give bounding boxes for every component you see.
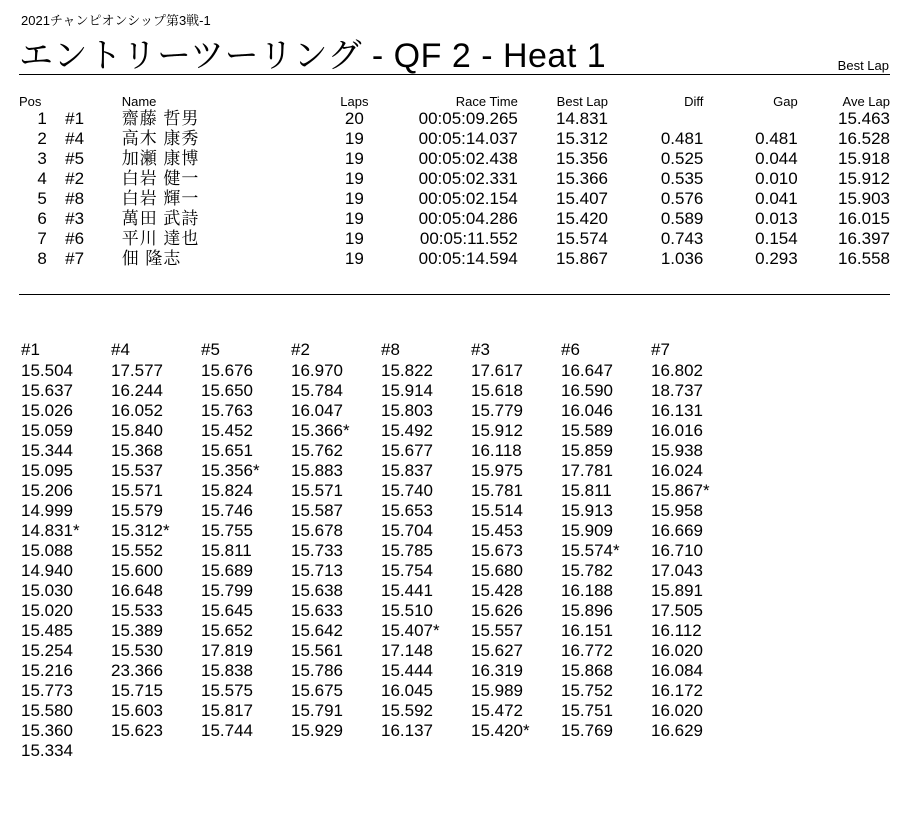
lap-time: 15.533 xyxy=(111,601,163,620)
cell-diff: 0.525 xyxy=(660,149,704,168)
cell-diff: 0.576 xyxy=(660,189,704,208)
lap-time: 15.334 xyxy=(21,741,73,760)
lap-time: 15.975 xyxy=(471,461,523,480)
lap-time: 15.618 xyxy=(471,381,523,400)
lap-time: 15.653 xyxy=(381,501,433,520)
lap-time: 15.868 xyxy=(561,661,613,680)
lap-time: 15.579 xyxy=(111,501,163,520)
lap-column xyxy=(201,339,291,761)
lap-time: 16.172 xyxy=(651,681,703,700)
cell-average-lap: 16.558 xyxy=(838,249,890,268)
cell-position: 8 xyxy=(37,249,47,268)
lap-time: 15.587 xyxy=(291,501,343,520)
lap-time: 15.859 xyxy=(561,441,613,460)
lap-time: 15.704 xyxy=(381,521,433,540)
lap-time: 15.803 xyxy=(381,401,433,420)
lap-time: 15.817 xyxy=(201,701,253,720)
lap-column xyxy=(651,339,741,761)
cell-position: 3 xyxy=(37,149,47,168)
cell-driver-name: 齋藤 哲男 xyxy=(121,109,200,128)
cell-gap: 0.013 xyxy=(755,209,798,228)
cell-gap: 0.293 xyxy=(755,249,798,268)
lap-time: 16.020 xyxy=(651,641,703,660)
cell-driver-name: 佃 隆志 xyxy=(121,249,182,268)
cell-laps: 19 xyxy=(344,129,364,148)
lap-time: 15.504 xyxy=(21,361,73,380)
lap-time: 15.356* xyxy=(201,461,260,480)
lap-time: 14.940 xyxy=(21,561,73,580)
lap-time: 15.020 xyxy=(21,601,73,620)
lap-column-header: #1 xyxy=(21,340,40,359)
lap-time: 15.552 xyxy=(111,541,163,560)
cell-driver-name: 平川 達也 xyxy=(121,229,200,248)
cell-kart-number: #6 xyxy=(65,229,85,248)
lap-time: 15.030 xyxy=(21,581,73,600)
lap-column-header: #7 xyxy=(651,340,670,359)
col-diff: Diff xyxy=(684,94,704,109)
cell-gap: 0.041 xyxy=(755,189,798,208)
col-pos: Pos xyxy=(19,94,42,109)
lap-column-header: #8 xyxy=(381,340,400,359)
cell-race-time: 00:05:02.331 xyxy=(418,169,518,188)
lap-column-header: #4 xyxy=(111,340,130,359)
lap-time: 15.746 xyxy=(201,501,253,520)
lap-time: 15.929 xyxy=(291,721,343,740)
lap-time: 16.710 xyxy=(651,541,703,560)
lap-time: 23.366 xyxy=(111,661,163,680)
col-laps: Laps xyxy=(340,94,369,109)
lap-time: 15.909 xyxy=(561,521,613,540)
lap-time: 15.444 xyxy=(381,661,433,680)
lap-time: 14.831* xyxy=(21,521,80,540)
lap-time: 15.824 xyxy=(201,481,253,500)
lap-time: 15.561 xyxy=(291,641,343,660)
results-divider xyxy=(19,294,890,295)
lap-time: 15.453 xyxy=(471,521,523,540)
cell-driver-name: 白岩 健一 xyxy=(121,169,200,188)
lap-time: 16.188 xyxy=(561,581,613,600)
lap-time: 16.647 xyxy=(561,361,613,380)
lap-time: 15.603 xyxy=(111,701,163,720)
lap-column-header: #5 xyxy=(201,340,220,359)
lap-time: 15.958 xyxy=(651,501,703,520)
lap-time: 16.046 xyxy=(561,401,613,420)
lap-time: 16.802 xyxy=(651,361,703,380)
lap-time: 15.254 xyxy=(21,641,73,660)
lap-time: 15.913 xyxy=(561,501,613,520)
cell-kart-number: #2 xyxy=(65,169,85,188)
lap-time: 16.137 xyxy=(381,721,433,740)
lap-times-grid xyxy=(21,339,741,761)
cell-diff xyxy=(608,109,703,129)
lap-time: 15.623 xyxy=(111,721,163,740)
lap-time: 15.571 xyxy=(111,481,163,500)
lap-time: 15.645 xyxy=(201,601,253,620)
cell-best-lap: 15.366 xyxy=(556,169,608,188)
results-table xyxy=(19,93,890,269)
cell-position: 7 xyxy=(37,229,47,248)
table-row xyxy=(19,209,890,229)
lap-time: 16.084 xyxy=(651,661,703,680)
lap-column xyxy=(561,339,651,761)
cell-average-lap: 15.918 xyxy=(838,149,890,168)
lap-time: 15.441 xyxy=(381,581,433,600)
lap-time: 15.715 xyxy=(111,681,163,700)
lap-time: 15.811 xyxy=(201,541,252,560)
cell-kart-number: #1 xyxy=(65,109,85,128)
lap-time: 15.938 xyxy=(651,441,703,460)
cell-race-time: 00:05:02.438 xyxy=(418,149,518,168)
lap-time: 18.737 xyxy=(651,381,703,400)
lap-time: 15.769 xyxy=(561,721,613,740)
lap-time: 15.785 xyxy=(381,541,433,560)
lap-time: 15.799 xyxy=(201,581,253,600)
lap-time: 15.822 xyxy=(381,361,433,380)
cell-best-lap: 15.356 xyxy=(556,149,608,168)
lap-time: 16.131 xyxy=(651,401,703,420)
table-row xyxy=(19,229,890,249)
lap-time: 15.680 xyxy=(471,561,523,580)
col-gap: Gap xyxy=(773,94,798,109)
lap-time: 15.891 xyxy=(651,581,703,600)
lap-time: 15.633 xyxy=(291,601,343,620)
cell-diff: 0.743 xyxy=(660,229,704,248)
lap-time: 15.026 xyxy=(21,401,73,420)
lap-time: 15.366* xyxy=(291,421,350,440)
lap-time: 15.344 xyxy=(21,441,73,460)
cell-position: 5 xyxy=(37,189,47,208)
cell-best-lap: 15.867 xyxy=(556,249,608,268)
header-divider xyxy=(19,74,890,75)
cell-gap: 0.044 xyxy=(755,149,798,168)
cell-average-lap: 16.397 xyxy=(838,229,890,248)
lap-time: 15.472 xyxy=(471,701,523,720)
lap-time: 16.052 xyxy=(111,401,163,420)
table-row xyxy=(19,109,890,129)
cell-gap xyxy=(703,109,797,129)
lap-time: 15.838 xyxy=(201,661,253,680)
lap-time: 15.407* xyxy=(381,621,440,640)
lap-time: 15.673 xyxy=(471,541,523,560)
lap-time: 15.626 xyxy=(471,601,523,620)
lap-time: 15.914 xyxy=(381,381,433,400)
cell-race-time: 00:05:04.286 xyxy=(418,209,518,228)
lap-time: 15.420* xyxy=(471,721,530,740)
lap-time: 15.637 xyxy=(21,381,73,400)
lap-time: 15.088 xyxy=(21,541,73,560)
lap-column xyxy=(471,339,561,761)
cell-average-lap: 15.912 xyxy=(838,169,890,188)
lap-time: 15.762 xyxy=(291,441,343,460)
lap-time: 15.557 xyxy=(471,621,523,640)
lap-time: 17.617 xyxy=(471,361,523,380)
lap-time: 15.786 xyxy=(291,661,343,680)
cell-kart-number: #4 xyxy=(65,129,85,148)
lap-time: 15.627 xyxy=(471,641,523,660)
cell-gap: 0.010 xyxy=(755,169,798,188)
lap-time: 15.675 xyxy=(291,681,343,700)
cell-position: 2 xyxy=(37,129,47,148)
lap-time: 16.648 xyxy=(111,581,163,600)
lap-time: 15.360 xyxy=(21,721,73,740)
table-row xyxy=(19,169,890,189)
cell-best-lap: 15.312 xyxy=(556,129,608,148)
cell-diff: 0.589 xyxy=(660,209,704,228)
lap-time: 15.763 xyxy=(201,401,253,420)
cell-gap: 0.481 xyxy=(755,129,798,148)
lap-time: 15.312* xyxy=(111,521,170,540)
cell-laps: 19 xyxy=(344,209,364,228)
lap-time: 15.883 xyxy=(291,461,343,480)
lap-column xyxy=(381,339,471,761)
table-row xyxy=(19,249,890,269)
cell-driver-name: 白岩 輝一 xyxy=(121,189,200,208)
lap-time: 15.537 xyxy=(111,461,163,480)
table-row xyxy=(19,189,890,209)
lap-time: 15.677 xyxy=(381,441,433,460)
lap-time: 15.592 xyxy=(381,701,433,720)
lap-time: 16.669 xyxy=(651,521,703,540)
lap-time: 17.043 xyxy=(651,561,703,580)
table-row xyxy=(19,129,890,149)
lap-time: 15.571 xyxy=(291,481,343,500)
lap-time: 15.744 xyxy=(201,721,253,740)
cell-position: 6 xyxy=(37,209,47,228)
lap-time: 16.772 xyxy=(561,641,613,660)
lap-time: 16.024 xyxy=(651,461,703,480)
cell-kart-number: #5 xyxy=(65,149,85,168)
col-best-lap: Best Lap xyxy=(556,94,608,109)
lap-time: 15.216 xyxy=(21,661,73,680)
cell-race-time: 00:05:11.552 xyxy=(419,229,518,248)
lap-time: 15.530 xyxy=(111,641,163,660)
cell-laps: 19 xyxy=(344,249,364,268)
lap-time: 16.112 xyxy=(651,621,702,640)
cell-best-lap: 15.574 xyxy=(556,229,608,248)
lap-time: 15.589 xyxy=(561,421,613,440)
lap-time: 17.819 xyxy=(201,641,253,660)
cell-race-time: 00:05:09.265 xyxy=(418,109,518,128)
lap-time: 15.782 xyxy=(561,561,613,580)
lap-time: 15.713 xyxy=(291,561,343,580)
lap-time: 15.368 xyxy=(111,441,163,460)
lap-time: 15.754 xyxy=(381,561,433,580)
lap-time: 16.016 xyxy=(651,421,703,440)
lap-time: 15.779 xyxy=(471,401,523,420)
lap-time: 15.492 xyxy=(381,421,433,440)
col-name: Name xyxy=(121,94,157,109)
lap-time: 14.999 xyxy=(21,501,73,520)
cell-gap: 0.154 xyxy=(755,229,798,248)
lap-time: 15.575 xyxy=(201,681,253,700)
lap-time: 15.781 xyxy=(471,481,523,500)
lap-time: 15.510 xyxy=(381,601,433,620)
lap-time: 16.047 xyxy=(291,401,343,420)
col-ave-lap: Ave Lap xyxy=(842,94,890,109)
lap-time: 15.689 xyxy=(201,561,253,580)
lap-time: 16.045 xyxy=(381,681,433,700)
lap-column xyxy=(291,339,381,761)
lap-time: 15.896 xyxy=(561,601,613,620)
lap-time: 15.678 xyxy=(291,521,343,540)
lap-time: 16.020 xyxy=(651,701,703,720)
lap-time: 15.784 xyxy=(291,381,343,400)
cell-best-lap: 14.831 xyxy=(556,109,608,128)
cell-average-lap: 16.015 xyxy=(838,209,890,228)
lap-time: 15.428 xyxy=(471,581,523,600)
cell-driver-name: 萬田 武詩 xyxy=(121,209,200,228)
lap-time: 16.629 xyxy=(651,721,703,740)
lap-time: 15.600 xyxy=(111,561,163,580)
lap-time: 15.452 xyxy=(201,421,253,440)
lap-time: 15.751 xyxy=(561,701,613,720)
lap-time: 15.095 xyxy=(21,461,73,480)
lap-time: 15.638 xyxy=(291,581,343,600)
lap-column xyxy=(21,339,111,761)
cell-driver-name: 加瀬 康博 xyxy=(121,149,200,168)
lap-time: 15.580 xyxy=(21,701,73,720)
cell-kart-number: #8 xyxy=(65,189,85,208)
subtitle: 2021チャンピオンシップ第3戦-1 xyxy=(21,13,211,28)
lap-time: 15.811 xyxy=(561,481,612,500)
best-lap-legend: Best Lap xyxy=(837,58,889,73)
cell-kart-number: #7 xyxy=(65,249,85,268)
lap-time: 15.676 xyxy=(201,361,253,380)
cell-diff: 1.036 xyxy=(660,249,704,268)
results-header-row xyxy=(19,93,890,109)
lap-time: 15.989 xyxy=(471,681,523,700)
col-race-time: Race Time xyxy=(455,94,518,109)
cell-race-time: 00:05:14.037 xyxy=(418,129,518,148)
lap-time: 15.733 xyxy=(291,541,343,560)
cell-best-lap: 15.407 xyxy=(556,189,608,208)
cell-diff: 0.481 xyxy=(660,129,704,148)
cell-laps: 19 xyxy=(344,149,364,168)
lap-time: 15.840 xyxy=(111,421,163,440)
table-row xyxy=(19,149,890,169)
cell-position: 1 xyxy=(37,109,47,128)
lap-time: 15.642 xyxy=(291,621,343,640)
lap-time: 15.651 xyxy=(201,441,253,460)
lap-time: 15.740 xyxy=(381,481,433,500)
lap-time: 15.837 xyxy=(381,461,433,480)
lap-time: 16.244 xyxy=(111,381,163,400)
lap-column-header: #6 xyxy=(561,340,580,359)
cell-laps: 20 xyxy=(344,109,364,128)
lap-column xyxy=(111,339,201,761)
cell-average-lap: 15.903 xyxy=(838,189,890,208)
lap-time: 17.781 xyxy=(561,461,613,480)
lap-time: 15.574* xyxy=(561,541,620,560)
lap-time: 15.867* xyxy=(651,481,710,500)
cell-laps: 19 xyxy=(344,229,364,248)
lap-time: 16.151 xyxy=(561,621,613,640)
lap-time: 16.590 xyxy=(561,381,613,400)
cell-average-lap: 15.463 xyxy=(838,109,890,128)
lap-time: 17.148 xyxy=(381,641,433,660)
lap-time: 15.912 xyxy=(471,421,523,440)
lap-time: 15.389 xyxy=(111,621,163,640)
lap-time: 15.652 xyxy=(201,621,253,640)
cell-laps: 19 xyxy=(344,169,364,188)
cell-driver-name: 高木 康秀 xyxy=(121,129,200,148)
lap-time: 15.485 xyxy=(21,621,73,640)
cell-race-time: 00:05:02.154 xyxy=(418,189,518,208)
lap-time: 15.791 xyxy=(291,701,343,720)
lap-time: 17.505 xyxy=(651,601,703,620)
lap-time: 15.059 xyxy=(21,421,73,440)
cell-kart-number: #3 xyxy=(65,209,85,228)
lap-column-header: #2 xyxy=(291,340,310,359)
lap-time: 15.752 xyxy=(561,681,613,700)
lap-time: 16.319 xyxy=(471,661,523,680)
lap-column-header: #3 xyxy=(471,340,490,359)
page-title: エントリーツーリング - QF 2 - Heat 1 xyxy=(19,37,607,75)
cell-position: 4 xyxy=(37,169,47,188)
cell-laps: 19 xyxy=(344,189,364,208)
col-num xyxy=(65,93,122,109)
lap-time: 15.755 xyxy=(201,521,253,540)
cell-best-lap: 15.420 xyxy=(556,209,608,228)
cell-average-lap: 16.528 xyxy=(838,129,890,148)
cell-diff: 0.535 xyxy=(660,169,704,188)
lap-time: 17.577 xyxy=(111,361,163,380)
lap-time: 16.970 xyxy=(291,361,343,380)
lap-time: 15.206 xyxy=(21,481,73,500)
lap-time: 16.118 xyxy=(471,441,522,460)
lap-time: 15.514 xyxy=(471,501,523,520)
lap-time: 15.773 xyxy=(21,681,73,700)
cell-race-time: 00:05:14.594 xyxy=(418,249,518,268)
lap-time: 15.650 xyxy=(201,381,253,400)
